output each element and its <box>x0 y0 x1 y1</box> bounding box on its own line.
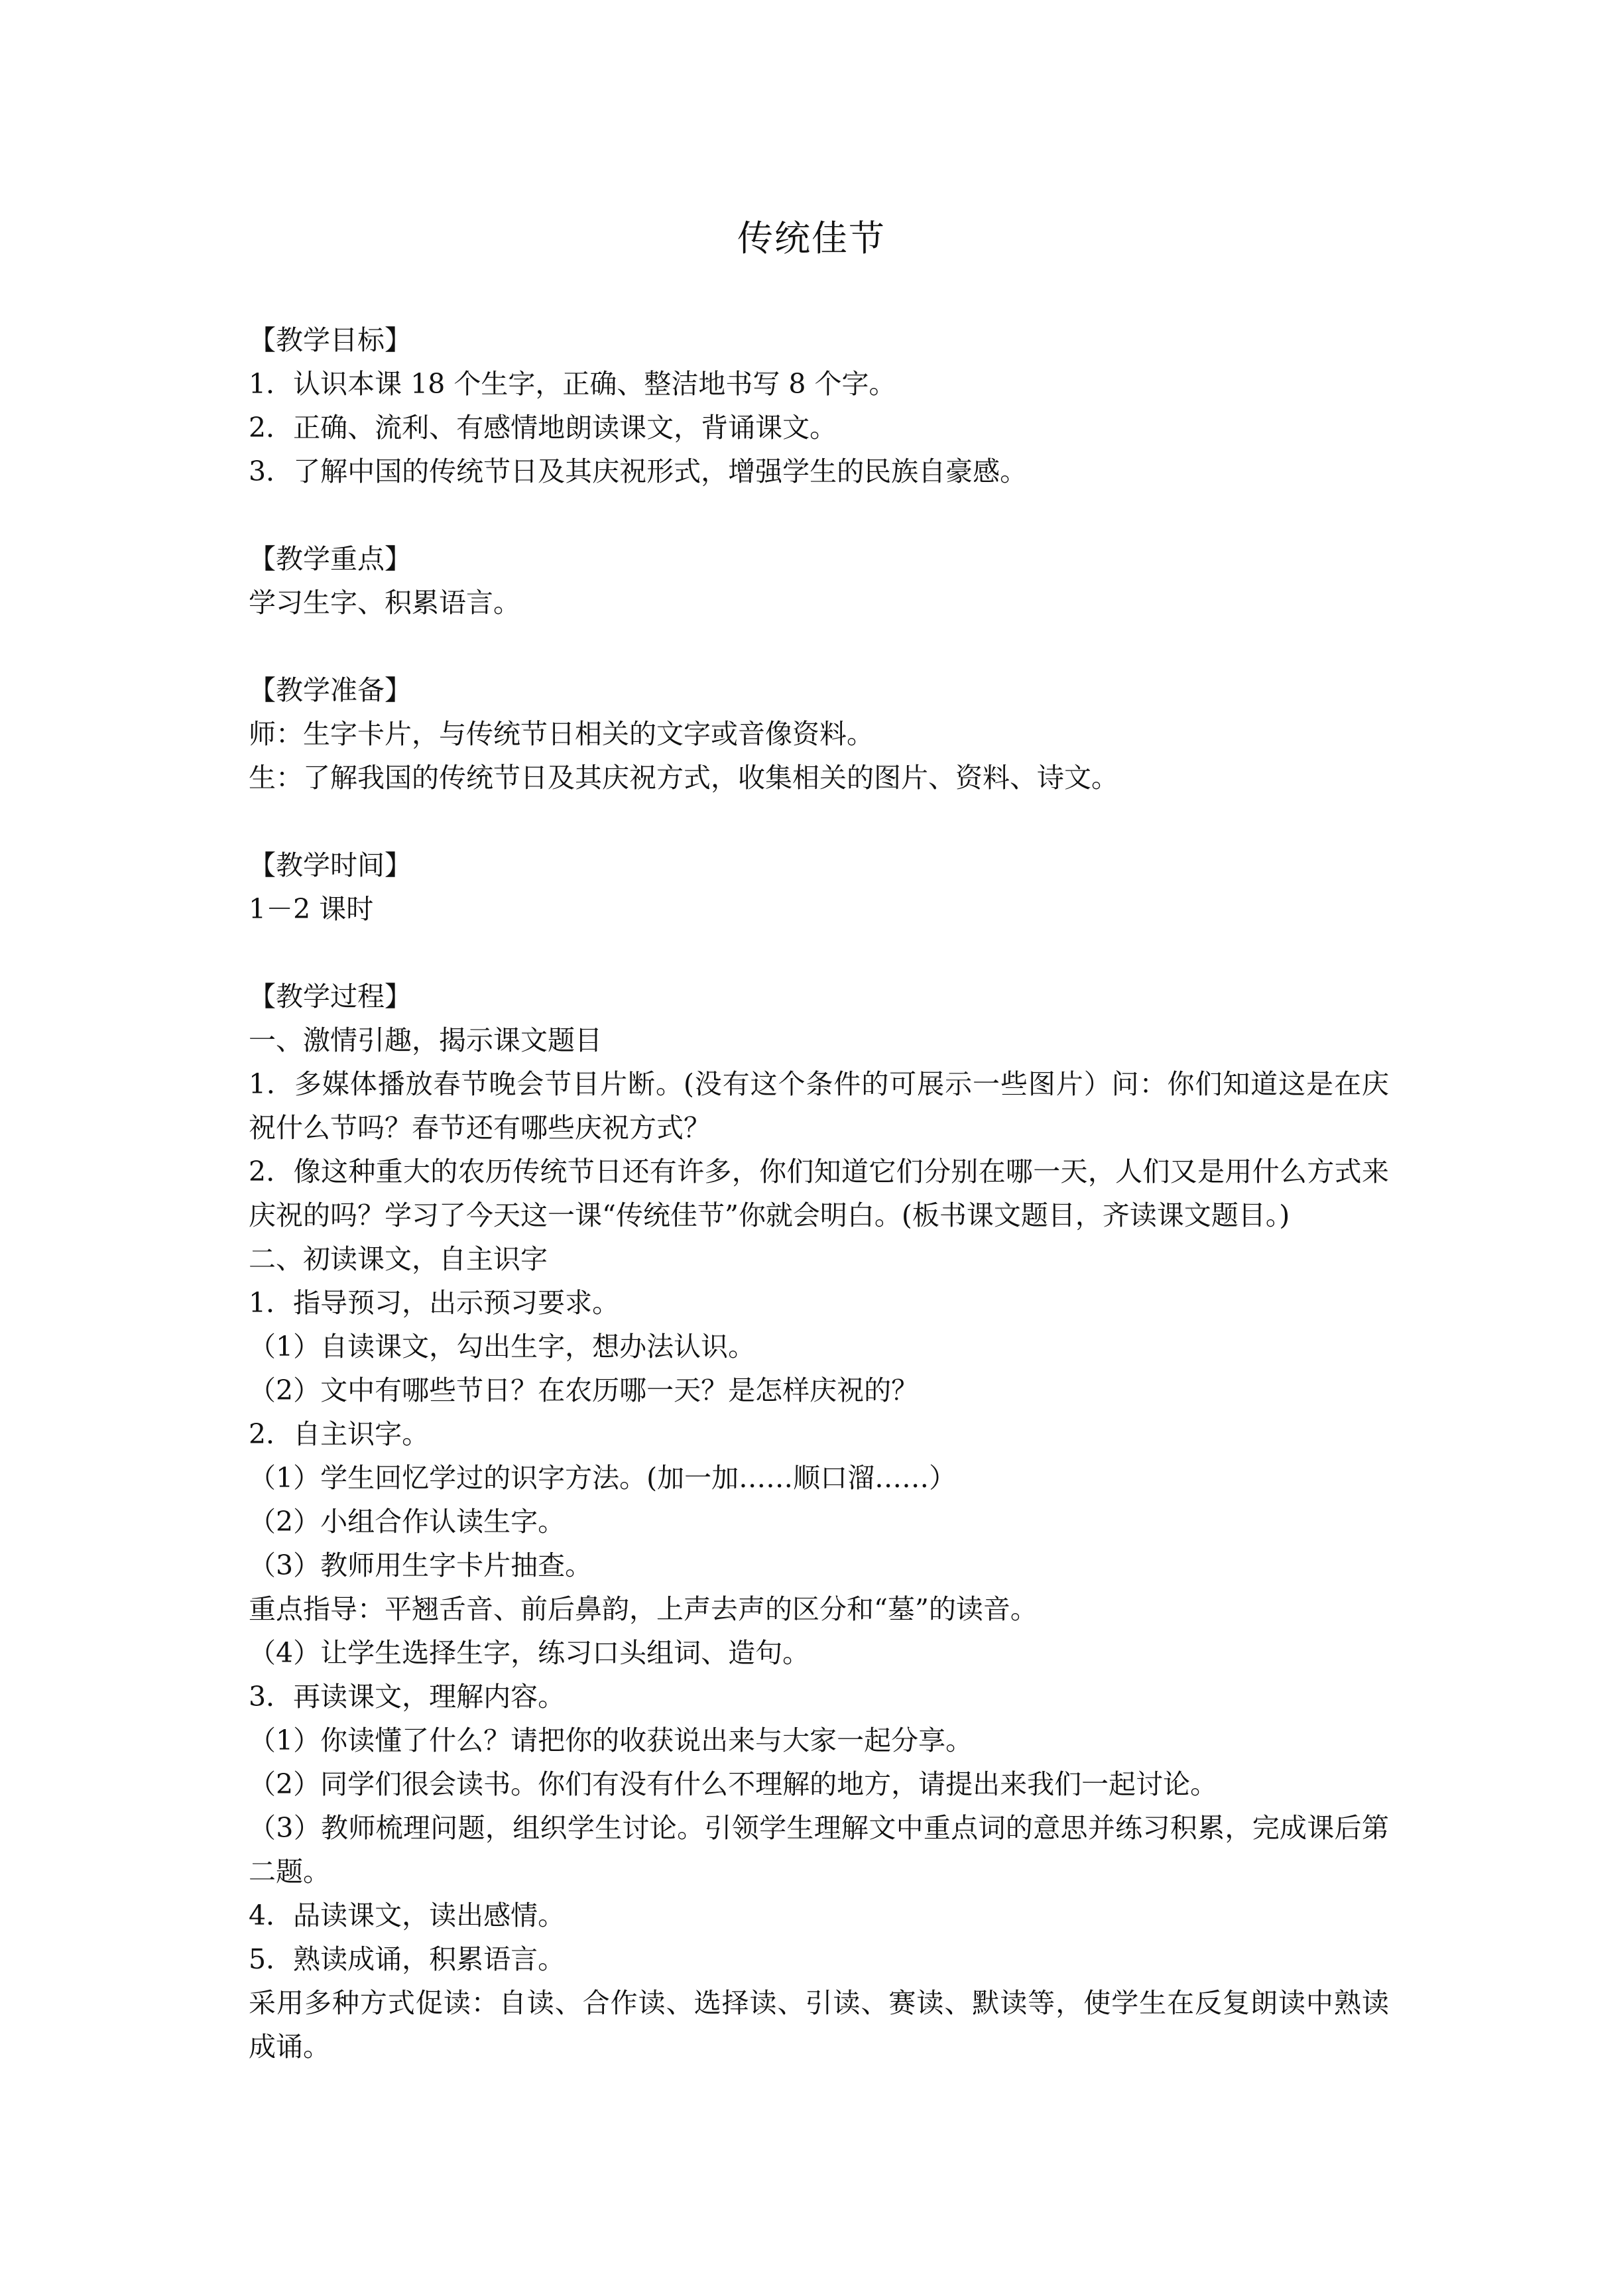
process-heading: 【教学过程】 <box>249 981 412 1012</box>
process-line: （2）同学们很会读书。你们有没有什么不理解的地方，请提出来我们一起讨论。 <box>249 1768 1218 1800</box>
time-heading: 【教学时间】 <box>249 849 412 881</box>
process-line: 重点指导：平翘舌音、前后鼻韵，上声去声的区分和“墓”的读音。 <box>249 1593 1038 1625</box>
process-line: （1）你读懂了什么？请把你的收获说出来与大家一起分享。 <box>249 1724 973 1756</box>
page-title: 传统佳节 <box>737 217 886 259</box>
process-paragraph: 2．像这种重大的农历传统节日还有许多，你们知道它们分别在哪一天，人们又是用什么方式来庆祝的吗？学习了今天这一课“传统佳节”你就会明白。(板书课文题目，齐读课文题目。) <box>249 1156 1389 1231</box>
process-section-2: 二、初读课文，自主识字 <box>249 1243 548 1275</box>
preparation-student: 生：了解我国的传统节日及其庆祝方式，收集相关的图片、资料、诗文。 <box>249 762 1118 794</box>
keypoints-text: 学习生字、积累语言。 <box>249 587 520 619</box>
process-line: 4．品读课文，读出感情。 <box>249 1900 566 1931</box>
preparation-teacher: 师：生字卡片，与传统节日相关的文字或音像资料。 <box>249 718 874 750</box>
document-body <box>249 318 1389 2069</box>
objectives-heading: 【教学目标】 <box>249 324 412 356</box>
keypoints-heading: 【教学重点】 <box>249 543 412 575</box>
process-line: 5．熟读成诵，积累语言。 <box>249 1943 566 1975</box>
process-paragraph: （3）教师梳理问题，组织学生讨论。引领学生理解文中重点词的意思并练习积累，完成课后第二题。 <box>249 1812 1389 1888</box>
process-line: （2）文中有哪些节日？在农历哪一天？是怎样庆祝的？ <box>249 1374 919 1406</box>
process-paragraph: 采用多种方式促读：自读、合作读、选择读、引读、赛读、默读等，使学生在反复朗读中熟读成诵。 <box>249 1987 1389 2063</box>
objective-item-1: 1．认识本课 18 个生字，正确、整洁地书写 8 个字。 <box>249 368 896 400</box>
preparation-heading: 【教学准备】 <box>249 674 412 706</box>
process-line: 1．指导预习，出示预习要求。 <box>249 1287 620 1319</box>
objective-item-3: 3．了解中国的传统节日及其庆祝形式，增强学生的民族自豪感。 <box>249 455 1028 487</box>
process-line: （3）教师用生字卡片抽查。 <box>249 1549 593 1581</box>
process-line: 3．再读课文，理解内容。 <box>249 1681 566 1713</box>
time-text: 1－2 课时 <box>249 893 374 925</box>
process-line: （4）让学生选择生字，练习口头组词、造句。 <box>249 1637 810 1669</box>
process-line: （1）自读课文，勾出生字，想办法认识。 <box>249 1331 756 1362</box>
process-line: 2．自主识字。 <box>249 1418 430 1450</box>
process-line: （1）学生回忆学过的识字方法。(加一加……顺口溜……） <box>249 1462 957 1494</box>
objective-item-2: 2．正确、流利、有感情地朗读课文，背诵课文。 <box>249 412 837 444</box>
process-paragraph: 1．多媒体播放春节晚会节目片断。(没有这个条件的可展示一些图片）问：你们知道这是在庆祝什么节吗？春节还有哪些庆祝方式？ <box>249 1068 1389 1144</box>
process-section-1: 一、激情引趣，揭示课文题目 <box>249 1024 602 1056</box>
process-line: （2）小组合作认读生字。 <box>249 1506 566 1538</box>
